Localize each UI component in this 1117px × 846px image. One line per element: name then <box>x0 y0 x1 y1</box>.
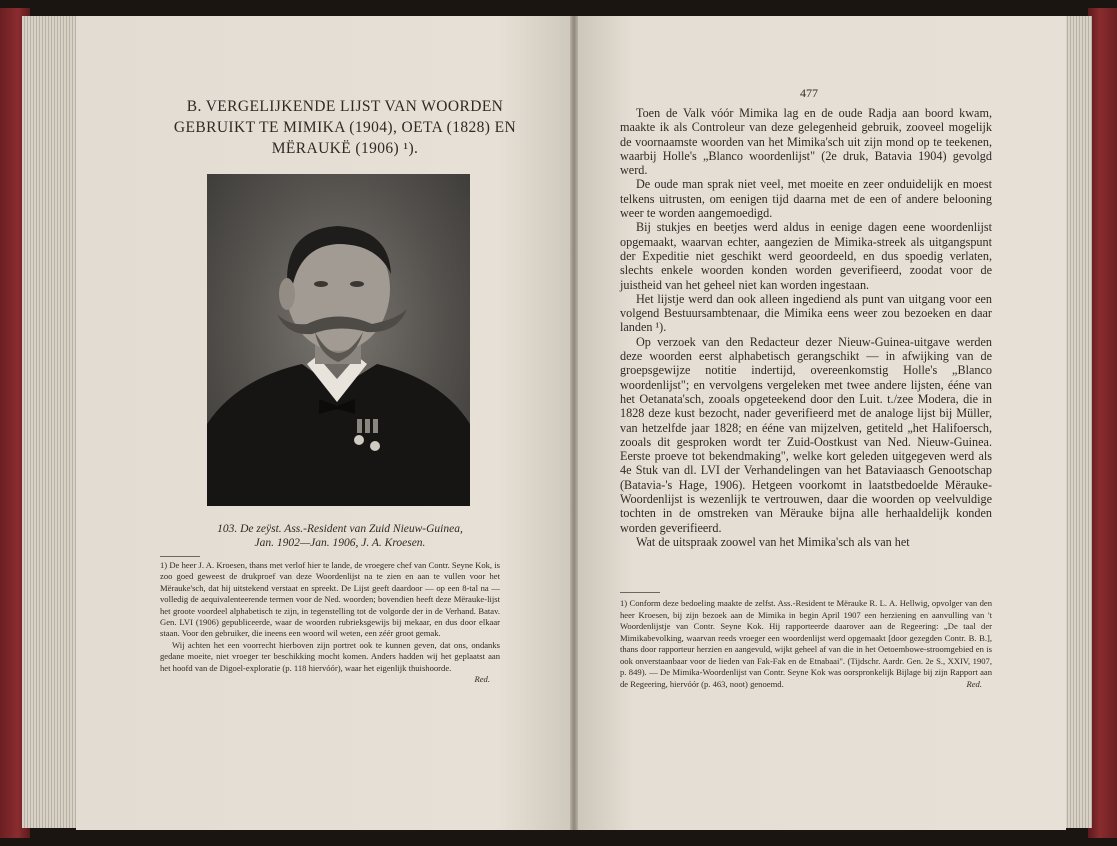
portrait-photo <box>207 174 470 506</box>
footnote-text: 1) De heer J. A. Kroesen, thans met verlof hier te lande, de vroegere chef van Contr. Seyne Kok, is zoo goed geweest de drukproef van deze Woordenlijst na te zien en aan te vullen voor het Mërauke'sch, dat hij uitstekend verstaat en spreekt. De Lijst geeft daardoor — op een 8-tal na — volledig de aequivalenteerende termen voor de Ned. woorden; bovendien heeft deze Mërauke-lijst het groote voordeel alphabetisch te zijn, in tegenstelling tot de volgorde der in de Verhand. Batav. Gen. LVI (1906) gepubliceerde, waar de woorden rubrieksgewijs bij mekaar, en dus door elkaar staan. Voor den gebruiker, die ineens een woord wil weten, een zéér groot gemak. <box>160 560 500 639</box>
page-number: 477 <box>800 86 818 100</box>
paragraph: Toen de Valk vóór Mimika lag en de oude Radja aan boord kwam, maakte ik als Controleur van deze gelegenheid gebruik, zooveel mogelijk de voornaamste woorden van het Mimika'sch uit zijn mond op te teekenen, waarbij Holle's „Blanco woordenlijst" (2e druk, Batavia 1904) gevolgd werd. <box>620 106 992 178</box>
paragraph: De oude man sprak niet veel, met moeite en zeer onduidelijk en moest telkens uitrusten, om eenigen tijd daarna met de een of andere belooning weer te worden aangemoedigd. <box>620 177 992 221</box>
footnote-rule <box>160 556 200 557</box>
section-heading <box>150 96 540 159</box>
heading-line: GEBRUIKT TE MIMIKA (1904), OETA (1828) EN <box>173 119 517 136</box>
paragraph: Het lijstje werd dan ook alleen ingediend als punt van uitgang voor een volgend Bestuursambtenaar, die Mimika eens weer zou bezoeken en daar landen ¹). <box>620 291 992 335</box>
footnote-right <box>620 598 992 691</box>
book-cover-right <box>1088 8 1117 838</box>
heading-line: MËRAUKË (1906) ¹). <box>271 140 419 157</box>
footnote-text: Wij achten het een voorrecht hierboven zijn portret ook te kunnen geven, dat ons, ondanks gedane moeite, niet vroeger ter beschikking mocht komen. Anders hadden wij het geplaatst aan het hoofd van de Digoel-exploratie (p. 118 hiervóór), waar het eigenlijk thuishoorde. <box>160 639 500 673</box>
photo-caption <box>160 522 520 550</box>
caption-line: Jan. 1902—Jan. 1906, J. A. Kroesen. <box>254 537 426 549</box>
footnote-signature: Red. <box>966 679 982 689</box>
page-edges-right <box>1064 16 1092 828</box>
body-text <box>620 106 992 549</box>
footnote-signature: Red. <box>474 674 490 685</box>
footnote-rule <box>620 592 660 593</box>
paragraph: Op verzoek van den Redacteur dezer Nieuw-Guinea-uitgave werden deze woorden eerst alphabetisch gerangschikt — in afwijking van de groepsgewijze notitie indertijd, overeenkomstig Holle's „Blanco woordenlijst"; en vervolgens vergeleken met twee andere lijsten, ééne van het Oetanata'sch, zooals opgeteekend door den Luit. t./zee Modera, die in 1828 deze kust bezocht, nader geverifieerd met de analoge lijst bij Müller, van hetzelfde jaar 1828; en ééne van mijzelven, getiteld „het Halifoersch, zooals dit gesproken wordt ter Zuid-Oostkust van Ned. Nieuw-Guinea. Eerste proeve tot bekendmaking", welke kort geleden uitgegeven werd als 4e Stuk van dl. LVI der Verhandelingen van het Bataviaasch Genootschap (Batavia-'s Hage, 1906). Hetgeen voorkomt in laatstbedoelde Mërauke-Woordenlijst is wezenlijk te vertrouwen, daar die woorden op veelvuldige tochten in de omstreken van Mërauke bijna alle herhaaldelijk konden worden geverifieerd. <box>620 334 992 535</box>
page-edges-left <box>22 16 78 828</box>
book-gutter <box>570 16 578 830</box>
heading-line: B. VERGELIJKENDE LIJST VAN WOORDEN <box>186 98 504 115</box>
footnote-text: 1) Conform deze bedoeling maakte de zelfst. Ass.-Resident te Mërauke R. L. A. Hellwig, opvolger van den heer Kroesen, bij zijn bezoek aan de Mimika in begin April 1907 een herziening en aanvulling van 't Woordenlijstje van Contr. Seyne Kok. Hij rapporteerde daarover aan de Regeering: „De taal der Mimikabevolking, waarvan reeds vroeger een woordenlijst werd opgemaakt [door gezegden Contr. B. B.], thans door rapporteur herzien en aangevuld, wijkt geheel af van die in het Oetoembowe-stroomgebied en is ook onverstaanbaar voor de lieden van Fak-Fak en de Etnabaai". (Tijdschr. Aardr. Gen. 2e S., XXIV, 1907, p. 849). — De Mimika-Woordenlijst van Contr. Seyne Kok was oorspronkelijk Bijlage bij zijn Rapport aan de Regeering, hiervóór (p. 463, noot) genoemd. <box>620 598 992 689</box>
caption-line: 103. De zeÿst. Ass.-Resident van Zuid Nieuw-Guinea, <box>217 523 463 535</box>
footnote-left <box>160 560 500 685</box>
paragraph: Wat de uitspraak zoowel van het Mimika'sch als van het <box>636 534 910 549</box>
paragraph: Bij stukjes en beetjes werd aldus in eenige dagen eene woordenlijst opgemaakt, waarvan echter, aangezien de Mimika-streek als uitgangspunt der Expeditie niet geschikt werd geoordeeld, en dus spoedig verlaten, slechts enkele woorden konden worden geverifieerd, zoodat voor de juistheid van het geheel niet kan worden ingestaan. <box>620 220 992 292</box>
